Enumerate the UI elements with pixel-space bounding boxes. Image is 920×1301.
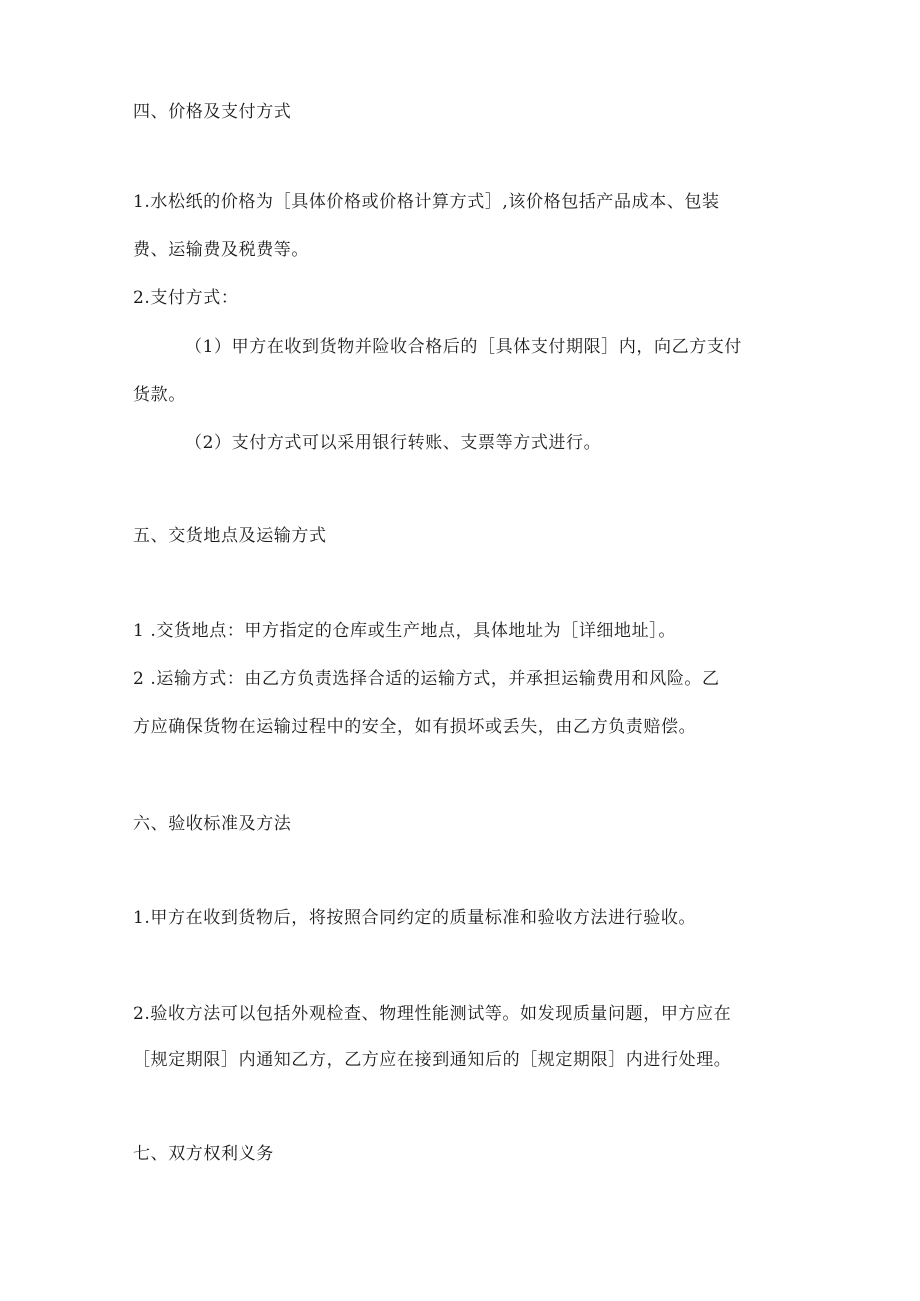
section-6-heading: 六、验收标准及方法 bbox=[133, 814, 292, 834]
section-7-heading: 七、双方权利义务 bbox=[133, 1144, 274, 1164]
section-4-item-2-label: 2.支付方式： bbox=[133, 288, 239, 308]
section-4-sub-2: （2）支付方式可以采用银行转账、支票等方式进行。 bbox=[185, 433, 602, 453]
section-4-sub-1-line-1: （1）甲方在收到货物并险收合格后的［具体支付期限］内，向乙方支付 bbox=[185, 337, 743, 357]
section-6-item-2-line-2: ［规定期限］内通知乙方，乙方应在接到通知后的［规定期限］内进行处理。 bbox=[133, 1050, 732, 1070]
section-5-heading: 五、交货地点及运输方式 bbox=[133, 526, 327, 546]
section-4-item-1-line-1: 1.水松纸的价格为［具体价格或价格计算方式］,该价格包括产品成本、包装 bbox=[133, 192, 720, 212]
section-4-heading: 四、价格及支付方式 bbox=[133, 102, 292, 122]
section-5-item-2-line-1: 2 .运输方式：由乙方负责选择合适的运输方式，并承担运输费用和风险。乙 bbox=[133, 669, 720, 689]
section-4-sub-1-line-2: 货款。 bbox=[133, 385, 186, 405]
section-5-item-1: 1 .交货地点：甲方指定的仓库或生产地点，具体地址为［详细地址］。 bbox=[133, 621, 676, 641]
section-5-item-2-line-2: 方应确保货物在运输过程中的安全，如有损坏或丢失，由乙方负责赔偿。 bbox=[133, 717, 697, 737]
section-4-item-1-line-2: 费、运输费及税费等。 bbox=[133, 240, 309, 260]
section-6-item-1: 1.甲方在收到货物后，将按照合同约定的质量标准和验收方法进行验收。 bbox=[133, 908, 697, 928]
section-6-item-2-line-1: 2.验收方法可以包括外观检查、物理性能测试等。如发现质量问题，甲方应在 bbox=[133, 1004, 732, 1024]
